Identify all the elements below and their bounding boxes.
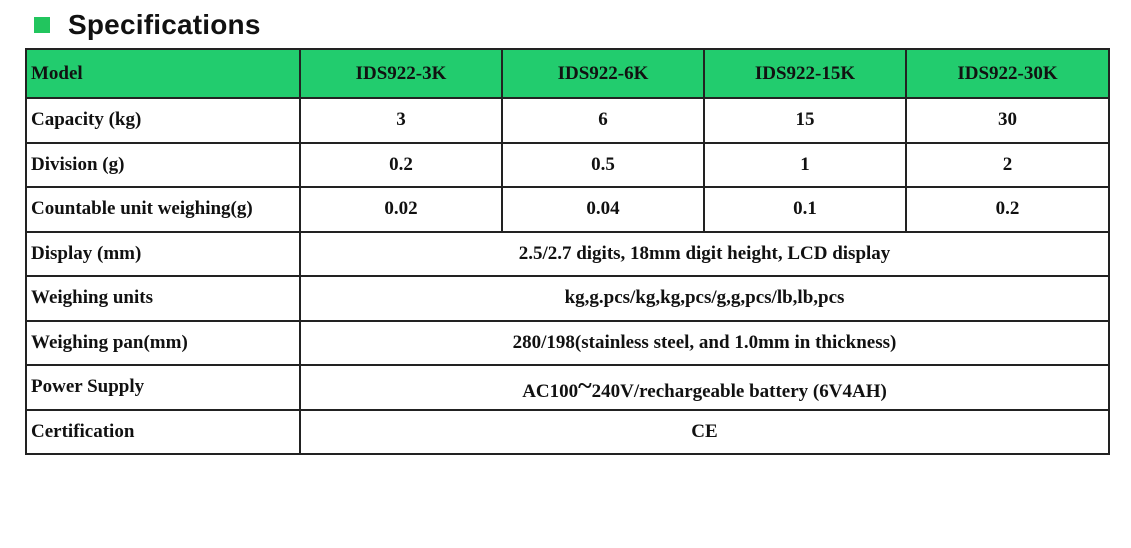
header-model-3k: IDS922-3K <box>300 49 502 98</box>
table-cell: 3 <box>300 98 502 143</box>
row-label: Division (g) <box>26 143 300 188</box>
table-cell-merged: 2.5/2.7 digits, 18mm digit height, LCD display <box>300 232 1109 277</box>
table-row-weighing-units <box>26 276 1109 321</box>
header-model-30k: IDS922-30K <box>906 49 1109 98</box>
table-cell-merged: kg,g.pcs/kg,kg,pcs/g,g,pcs/lb,lb,pcs <box>300 276 1109 321</box>
row-label: Weighing pan(mm) <box>26 321 300 366</box>
table-row-capacity <box>26 98 1109 143</box>
table-cell: 0.04 <box>502 187 704 232</box>
row-label: Display (mm) <box>26 232 300 277</box>
table-row-display <box>26 232 1109 277</box>
table-cell: 6 <box>502 98 704 143</box>
table-cell: 1 <box>704 143 906 188</box>
section-title: Specifications <box>68 9 261 40</box>
header-model-label: Model <box>26 49 300 98</box>
power-value-suffix: 240V/rechargeable battery (6V4AH) <box>591 381 887 403</box>
table-row-certification <box>26 410 1109 455</box>
row-label: Certification <box>26 410 300 455</box>
header-model-6k: IDS922-6K <box>502 49 704 98</box>
table-cell-merged: CE <box>300 410 1109 455</box>
row-label: Power Supply <box>26 365 300 410</box>
table-header-row <box>26 49 1109 98</box>
row-label: Capacity (kg) <box>26 98 300 143</box>
table-cell: 2 <box>906 143 1109 188</box>
table-cell: 0.5 <box>502 143 704 188</box>
table-cell: 15 <box>704 98 906 143</box>
table-cell: 0.2 <box>906 187 1109 232</box>
section-heading <box>34 8 261 42</box>
row-label: Countable unit weighing(g) <box>26 187 300 232</box>
table-cell-merged: 280/198(stainless steel, and 1.0mm in thickness) <box>300 321 1109 366</box>
power-value-prefix: AC100 <box>522 381 579 403</box>
table-cell: 0.02 <box>300 187 502 232</box>
square-bullet-icon <box>34 17 50 33</box>
table-row-countable-unit <box>26 187 1109 232</box>
table-row-division <box>26 143 1109 188</box>
table-cell-merged <box>300 365 1109 410</box>
table-cell: 0.2 <box>300 143 502 188</box>
table-row-weighing-pan <box>26 321 1109 366</box>
power-value-tilde: ~ <box>578 371 592 401</box>
table-row-power-supply <box>26 365 1109 410</box>
specifications-table <box>25 48 1110 455</box>
table-cell: 0.1 <box>704 187 906 232</box>
row-label: Weighing units <box>26 276 300 321</box>
table-cell: 30 <box>906 98 1109 143</box>
header-model-15k: IDS922-15K <box>704 49 906 98</box>
